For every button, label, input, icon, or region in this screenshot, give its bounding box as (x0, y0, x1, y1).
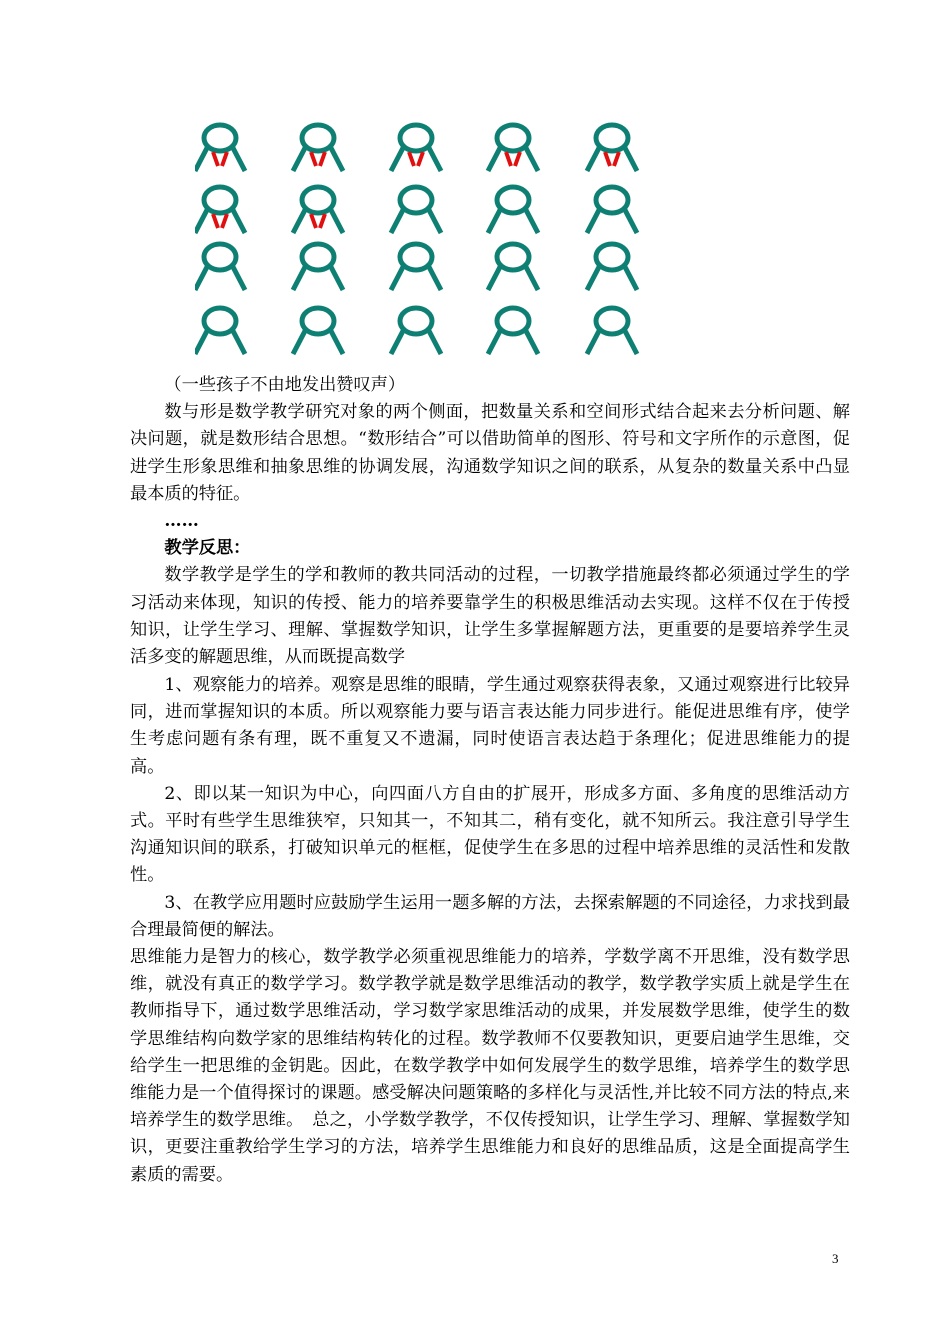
figure-item (587, 125, 637, 171)
figure-leg (391, 329, 404, 354)
figure-leg (195, 146, 208, 171)
figure-red-mark (311, 214, 316, 228)
figure-leg (330, 265, 343, 290)
figure-item (587, 308, 637, 354)
reflection-heading: 教学反思： (164, 538, 251, 559)
figure-red-mark (515, 152, 520, 166)
figure-leg (391, 265, 404, 290)
figure-item (195, 244, 245, 290)
figure-item (195, 187, 245, 233)
figure-item (293, 244, 343, 290)
figure-item (488, 308, 538, 354)
figure-leg (195, 329, 208, 354)
figure-leg (428, 208, 441, 233)
figure-leg (232, 329, 245, 354)
figure-leg (488, 329, 501, 354)
figure-item (488, 244, 538, 290)
figure-item (488, 187, 538, 233)
figure-item (587, 244, 637, 290)
figure-red-mark (614, 152, 619, 166)
figure-leg (624, 146, 637, 171)
figure-leg (293, 208, 306, 233)
figure-leg (195, 265, 208, 290)
figure-leg (293, 146, 306, 171)
figure-leg (587, 329, 600, 354)
figure-item (488, 125, 538, 171)
figure-leg (587, 146, 600, 171)
figure-item (195, 125, 245, 171)
figure-leg (391, 146, 404, 171)
figure-leg (624, 329, 637, 354)
figure-leg (525, 329, 538, 354)
figure-grid (195, 118, 665, 363)
caption: （一些孩子不由地发出赞叹声） (164, 375, 406, 395)
figure-item (293, 187, 343, 233)
figure-leg (624, 208, 637, 233)
figure-leg (488, 265, 501, 290)
figure-leg (293, 265, 306, 290)
point-1: 1、观察能力的培养。观察是思维的眼睛，学生通过观察获得表象，又通过观察进行比较异同，进而掌握知识的本质。所以观察能力要与语言表达能力同步进行。能促进思维有序，使学生考虑问题有条有理，既不重复又不遗漏，同时使语言表达趋于条理化；促进思维能力的提高。 (130, 675, 850, 777)
figure-red-mark (605, 152, 610, 166)
figure-item (293, 125, 343, 171)
figure-item (391, 244, 441, 290)
figure-red-mark (222, 214, 227, 228)
figure-leg (195, 208, 208, 233)
figure-item (195, 308, 245, 354)
figure-leg (525, 265, 538, 290)
figure-leg (488, 208, 501, 233)
figure-leg (330, 329, 343, 354)
figure-leg (330, 146, 343, 171)
figure-leg (391, 208, 404, 233)
figure-leg (428, 329, 441, 354)
text-block-points (130, 672, 850, 1189)
figure-leg (525, 208, 538, 233)
figure-leg (587, 208, 600, 233)
figure-leg (293, 329, 306, 354)
figure-leg (525, 146, 538, 171)
figure-red-mark (213, 214, 218, 228)
closing-paragraph: 思维能力是智力的核心，数学教学必须重视思维能力的培养，学数学离不开思维，没有数学思维，就没有真正的数学学习。数学教学就是数学思维活动的教学，数学教学实质上就是学生在教师指导下，通过数学思维活动，学习数学家思维活动的成果，并发展数学思维，使学生的数学思维结构向数学家的思维结构转化的过程。数学教师不仅要教知识，更要启迪学生思维，交给学生一把思维的金钥匙。因此，在数学教学中如何发展学生的数学思维，培养学生的数学思维能力是一个值得探讨的课题。感受解决问题策略的多样化与灵活性,并比较不同方法的特点,来培养学生的数学思维。 总之，小学数学教学，不仅传授知识，让学生学习、理解、掌握数学知识，更要注重教给学生学习的方法，培养学生思维能力和良好的思维品质，这是全面提高学生素质的需要。 (130, 947, 850, 1185)
figure-item (293, 308, 343, 354)
figure-leg (587, 265, 600, 290)
figure-item (587, 187, 637, 233)
figure-red-mark (506, 152, 511, 166)
figure-leg (488, 146, 501, 171)
figure-red-mark (311, 152, 316, 166)
figure-red-mark (418, 152, 423, 166)
figure-item (391, 308, 441, 354)
figure-red-mark (409, 152, 414, 166)
figure-red-mark (320, 214, 325, 228)
figure-red-mark (213, 152, 218, 166)
figure-item (391, 187, 441, 233)
figure-leg (232, 146, 245, 171)
figure-red-mark (222, 152, 227, 166)
intro-paragraph: 数与形是数学教学研究对象的两个侧面，把数量关系和空间形式结合起来去分析问题、解决问题，就是数形结合思想。“数形结合”可以借助简单的图形、符号和文字所作的示意图，促进学生形象思维和抽象思维的协调发展，沟通数学知识之间的联系，从复杂的数量关系中凸显最本质的特征。 (130, 402, 850, 504)
text-block-top (130, 372, 850, 671)
ellipsis: …… (164, 511, 199, 532)
figure-leg (232, 265, 245, 290)
figure-red-mark (320, 152, 325, 166)
figure-leg (330, 208, 343, 233)
figure-leg (428, 265, 441, 290)
figure-item (391, 125, 441, 171)
reflection-paragraph: 数学教学是学生的学和教师的教共同活动的过程，一切教学措施最终都必须通过学生的学习活动来体现，知识的传授、能力的培养要靠学生的积极思维活动去实现。这样不仅在于传授知识，让学生学习、理解、掌握数学知识，让学生多掌握解题方法，更重要的是要培养学生灵活多变的解题思维，从而既提高数学 (130, 565, 850, 668)
point-3: 3、在教学应用题时应鼓励学生运用一题多解的方法，去探索解题的不同途径，力求找到最合理最简便的解法。 (130, 892, 850, 940)
page-number: 3 (832, 1251, 839, 1266)
figure-leg (624, 265, 637, 290)
figure-leg (428, 146, 441, 171)
figure-leg (232, 208, 245, 233)
point-2: 2、即以某一知识为中心，向四面八方自由的扩展开，形成多方面、多角度的思维活动方式。平时有些学生思维狭窄，只知其一，不知其二，稍有变化，就不知所云。我注意引导学生沟通知识间的联系，打破知识单元的框框，促使学生在多思的过程中培养思维的灵活性和发散性。 (130, 783, 850, 886)
